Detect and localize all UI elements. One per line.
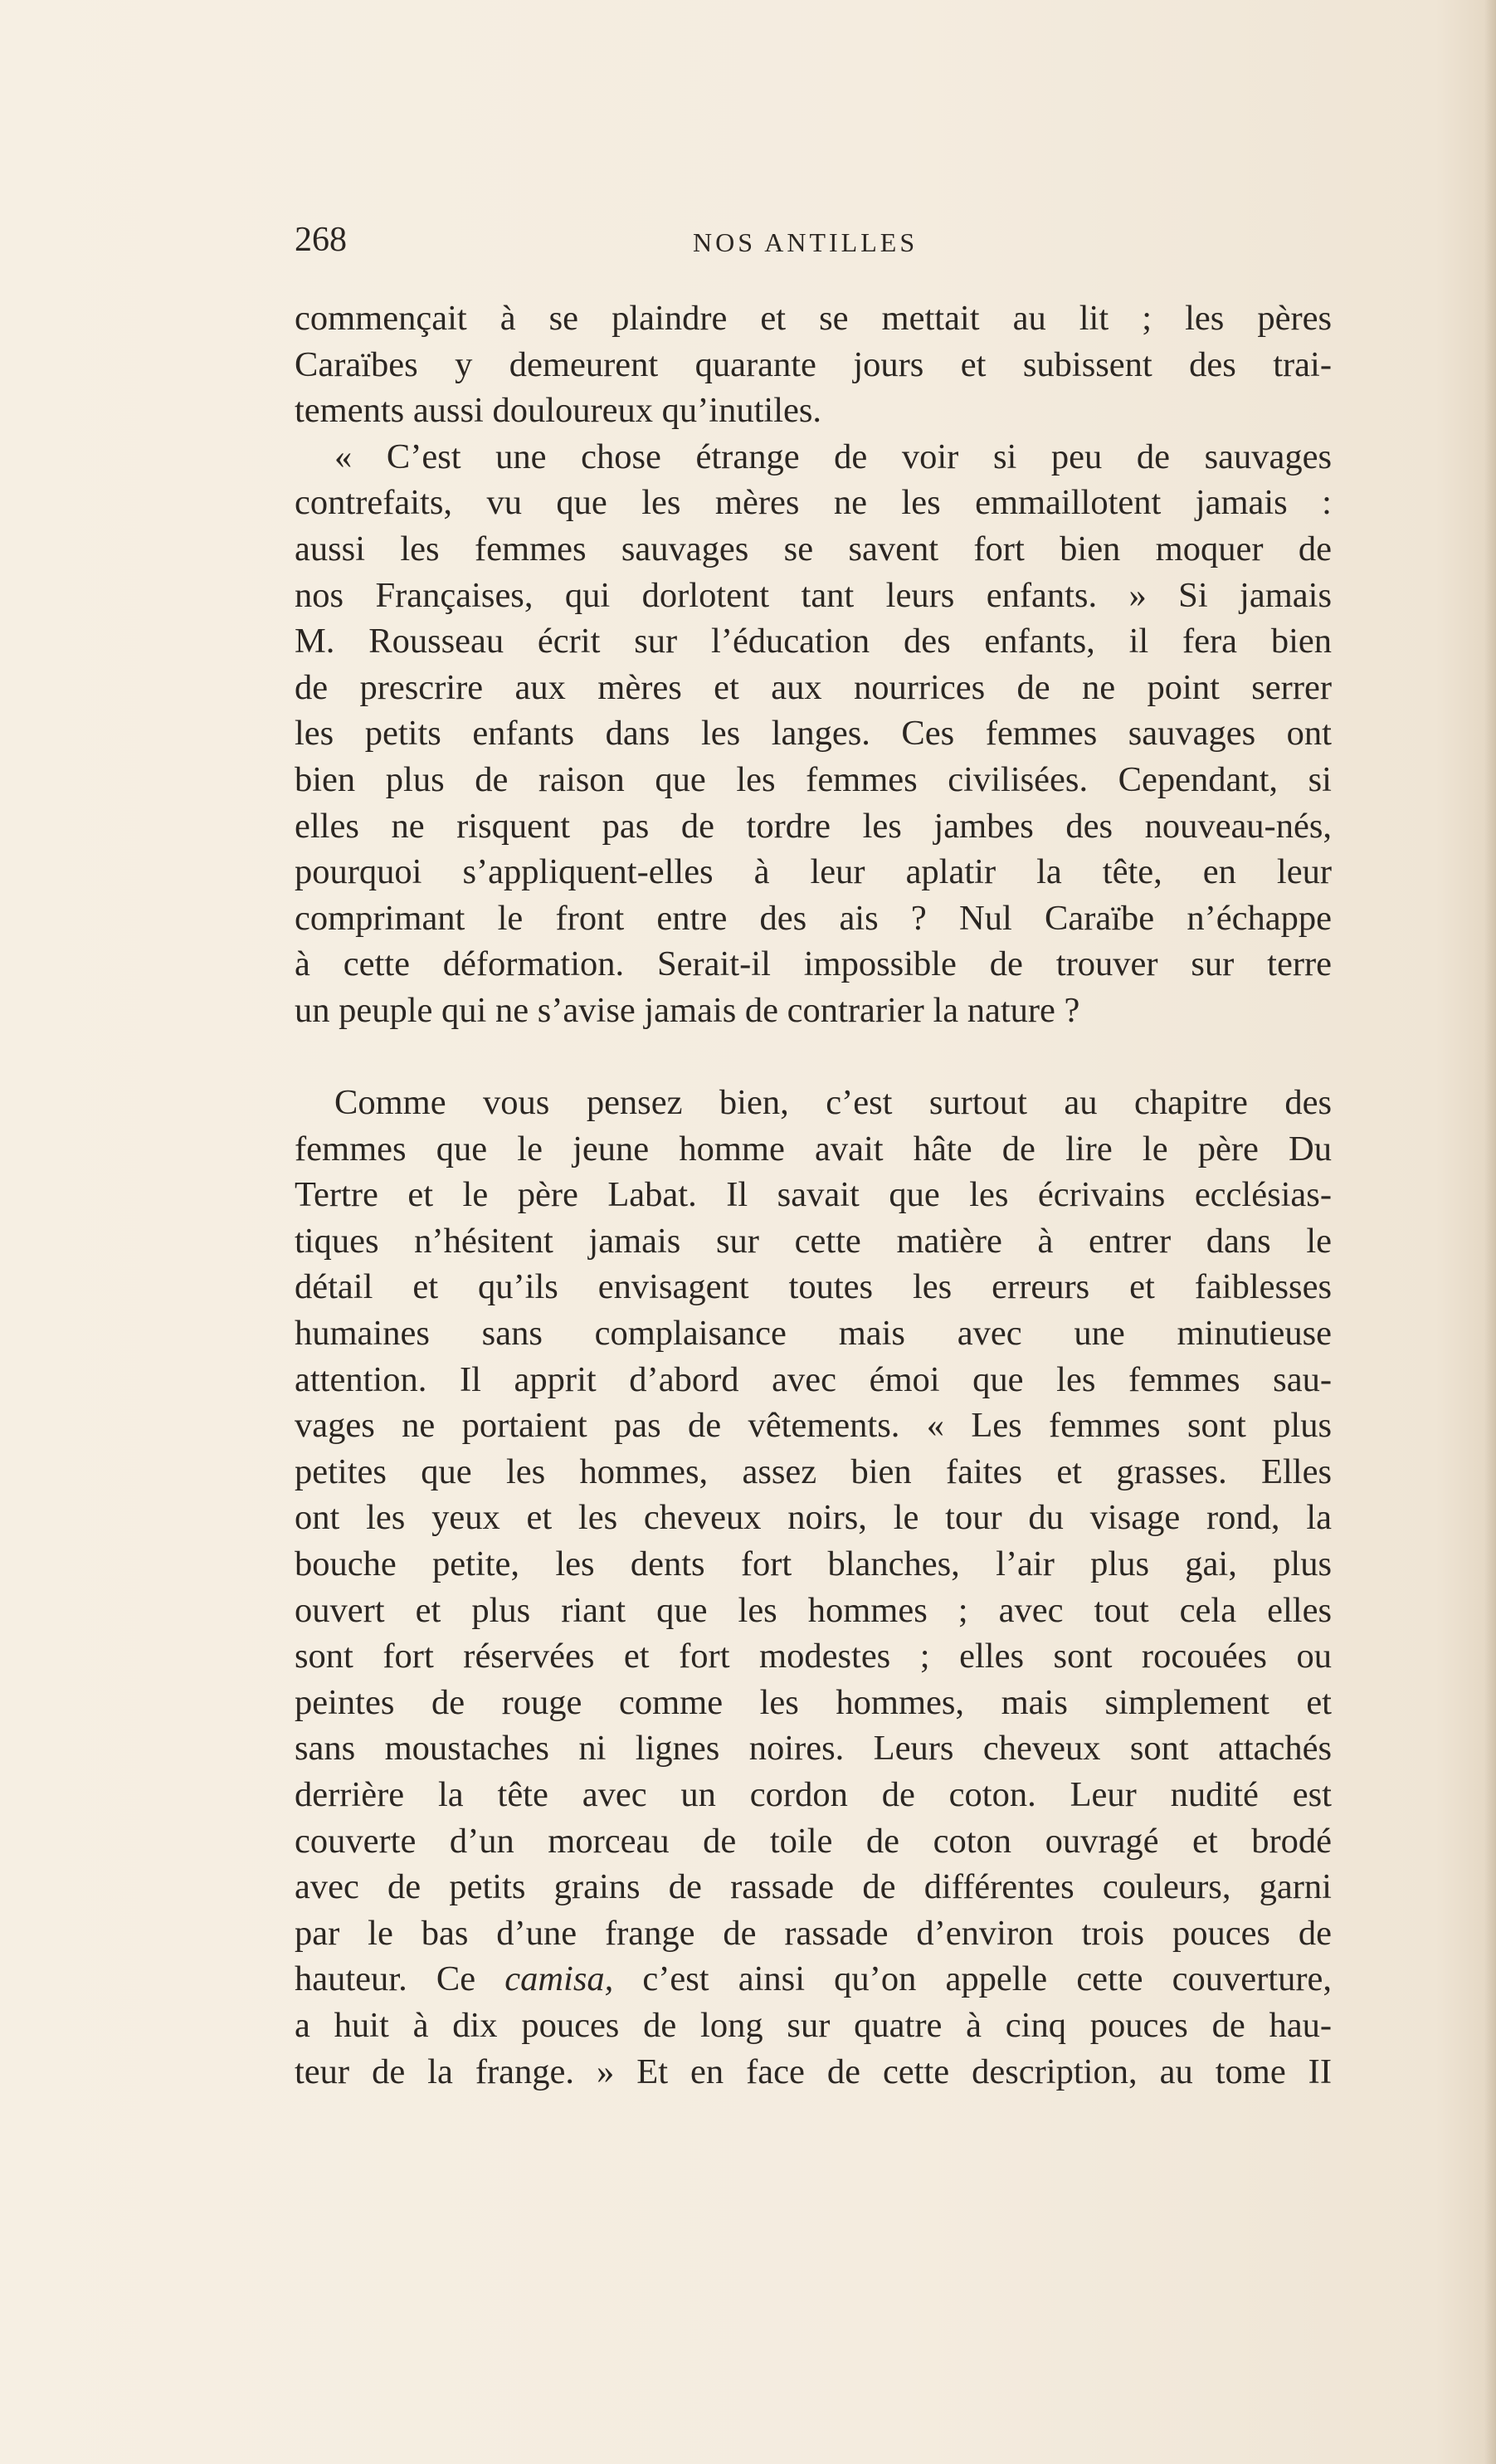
text-line: aussi les femmes sauvages se savent fort bien moquer de (295, 529, 1332, 568)
text-line: par le bas d’une frange de rassade d’environ trois pouces de (295, 1913, 1332, 1953)
italic-term-camisa: camisa, (504, 1959, 614, 1999)
text-line: attention. Il apprit d’abord avec émoi que les femmes sau- (295, 1359, 1332, 1399)
text-line: humaines sans complaisance mais avec une minutieuse (295, 1314, 1332, 1354)
text-line: M. Rousseau écrit sur l’éducation des enfants, il fera bien (295, 622, 1332, 661)
text-line: comprimant le front entre des ais ? Nul Caraïbe n’échappe (295, 898, 1332, 938)
text-line: nos Françaises, qui dorlotent tant leurs enfants. » Si jamais (295, 575, 1332, 615)
text-line: détail et qu’ils envisagent toutes les erreurs et faiblesses (295, 1267, 1332, 1307)
text-line: petites que les hommes, assez bien faites et grasses. Elles (295, 1452, 1332, 1491)
text-line: Tertre et le père Labat. Il savait que les écrivains ecclésias- (295, 1175, 1332, 1215)
text-line (295, 1956, 1332, 2003)
text-line: les petits enfants dans les langes. Ces femmes sauvages ont (295, 714, 1332, 754)
body-text (295, 295, 1332, 2095)
text-line: elles ne risquent pas de tordre les jambes des nouveau-nés, (295, 806, 1332, 846)
text-line: un peuple qui ne s’avise jamais de contrarier la nature ? (295, 990, 1080, 1030)
text-line: à cette déformation. Serait-il impossible de trouver sur terre (295, 944, 1332, 984)
text-line: derrière la tête avec un cordon de coton. Leur nudité est (295, 1775, 1332, 1814)
running-head (295, 214, 1332, 264)
text-line: peintes de rouge comme les hommes, mais simplement et (295, 1682, 1332, 1722)
text-line: commençait à se plaindre et se mettait au lit ; les pères (295, 299, 1332, 338)
text-line: a huit à dix pouces de long sur quatre à cinq pouces de hau- (295, 2005, 1332, 2045)
text-line: « C’est une chose étrange de voir si peu de sauvages (334, 437, 1332, 476)
text-line: de prescrire aux mères et aux nourrices de ne point serrer (295, 667, 1332, 707)
text-line: Comme vous pensez bien, c’est surtout au chapitre des (334, 1083, 1332, 1123)
text-segment: hauteur. Ce (295, 1959, 505, 1999)
text-line: ouvert et plus riant que les hommes ; avec tout cela elles (295, 1590, 1332, 1630)
text-segment: c’est ainsi qu’on appelle cette couverture, (613, 1959, 1332, 1999)
text-line: femmes que le jeune homme avait hâte de lire le père Du (295, 1129, 1332, 1169)
text-line: tiques n’hésitent jamais sur cette matière à entrer dans le (295, 1221, 1332, 1261)
text-line: vages ne portaient pas de vêtements. « Les femmes sont plus (295, 1406, 1332, 1446)
paragraph-break (295, 1034, 1332, 1081)
text-line: teur de la frange. » Et en face de cette description, au tome II (295, 2052, 1332, 2091)
book-title: NOS ANTILLES (693, 227, 919, 257)
text-line: sans moustaches ni lignes noires. Leurs cheveux sont attachés (295, 1729, 1332, 1769)
text-line: pourquoi s’appliquent-elles à leur aplatir la tête, en leur (295, 852, 1332, 892)
text-line: bien plus de raison que les femmes civilisées. Cependant, si (295, 759, 1332, 799)
text-line: Caraïbes y demeurent quarante jours et subissent des trai- (295, 344, 1332, 384)
text-line: couverte d’un morceau de toile de coton ouvragé et brodé (295, 1821, 1332, 1861)
text-line: ont les yeux et les cheveux noirs, le tour du visage rond, la (295, 1498, 1332, 1538)
page-edge-shadow (1484, 0, 1496, 2464)
text-line: contrefaits, vu que les mères ne les emmaillotent jamais : (295, 483, 1332, 523)
text-line: tements aussi douloureux qu’inutiles. (295, 391, 822, 431)
text-line: avec de petits grains de rassade de différentes couleurs, garni (295, 1867, 1332, 1907)
text-line: bouche petite, les dents fort blanches, l’air plus gai, plus (295, 1544, 1332, 1584)
page-number: 268 (295, 221, 347, 259)
text-line: sont fort réservées et fort modestes ; elles sont rocouées ou (295, 1637, 1332, 1676)
